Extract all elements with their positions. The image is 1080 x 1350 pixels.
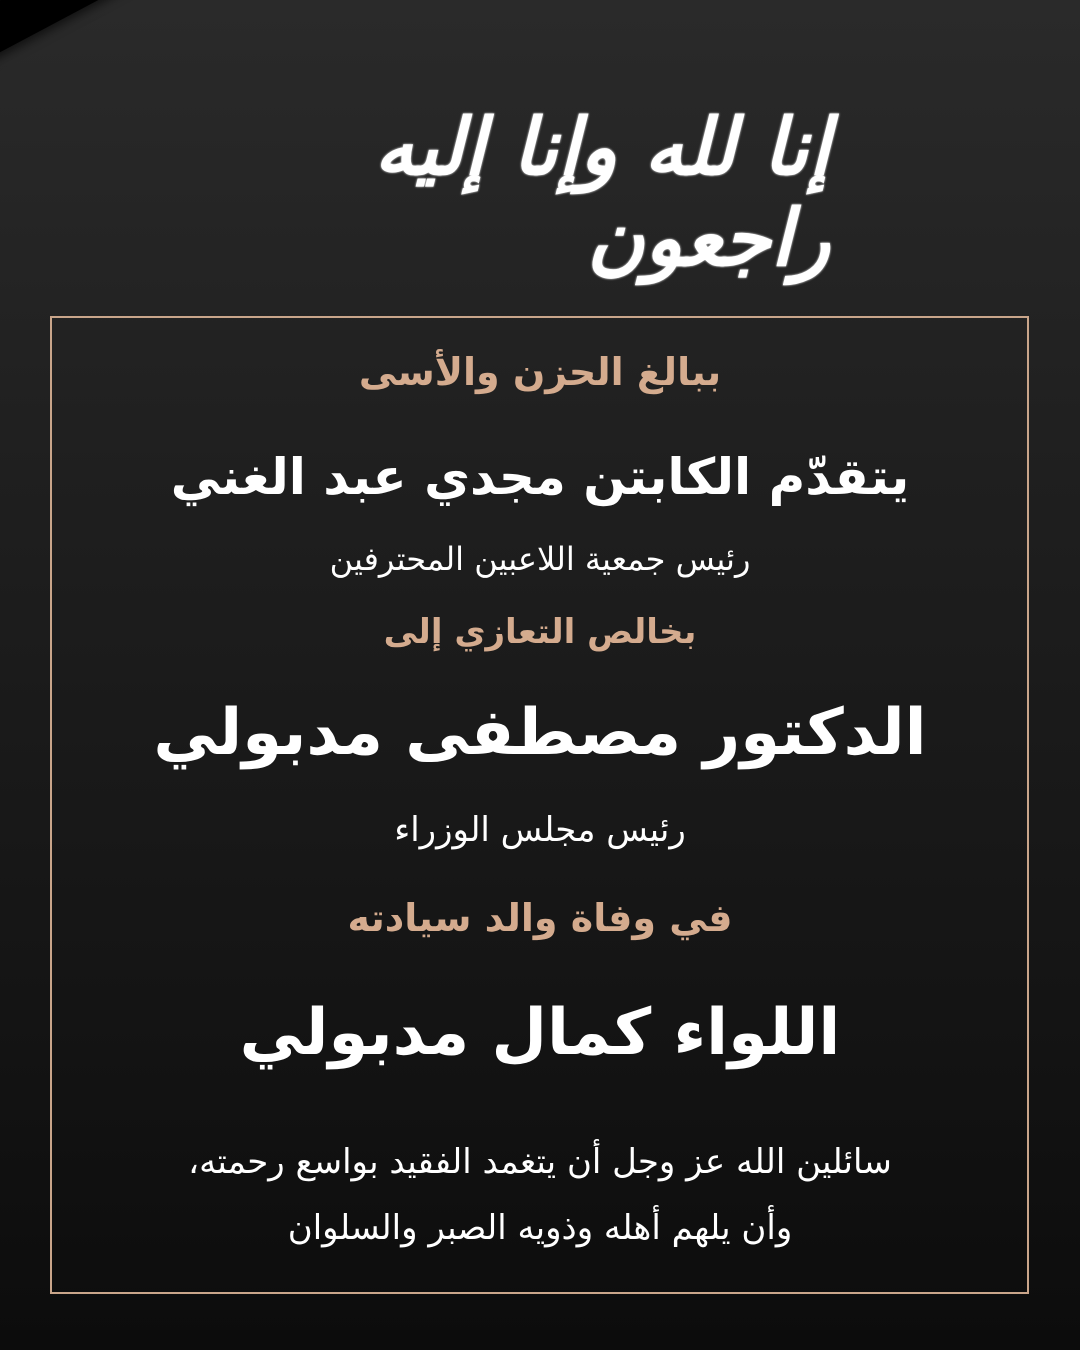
opening-line: ببالغ الحزن والأسى xyxy=(358,350,722,394)
deceased-name: اللواء كمال مدبولي xyxy=(239,996,841,1070)
recipient-name: الدكتور مصطفى مدبولي xyxy=(153,696,927,770)
occasion-line: في وفاة والد سيادته xyxy=(347,896,733,940)
prayer-line-2: وأن يلهم أهله وذويه الصبر والسلوان xyxy=(287,1208,793,1248)
calligraphy-header xyxy=(250,88,830,298)
prayer-line-1: سائلين الله عز وجل أن يتغمد الفقيد بواسع رحمته، xyxy=(188,1142,892,1182)
condolence-phrase: بخالص التعازي إلى xyxy=(383,612,697,652)
recipient-title: رئيس مجلس الوزراء xyxy=(394,810,686,850)
sender-name: يتقدّم الكابتن مجدي عبد الغني xyxy=(170,448,910,506)
calligraphy-text: إنا لله وإنا إليه راجعون xyxy=(374,102,830,284)
sender-title: رئيس جمعية اللاعبين المحترفين xyxy=(329,540,751,578)
